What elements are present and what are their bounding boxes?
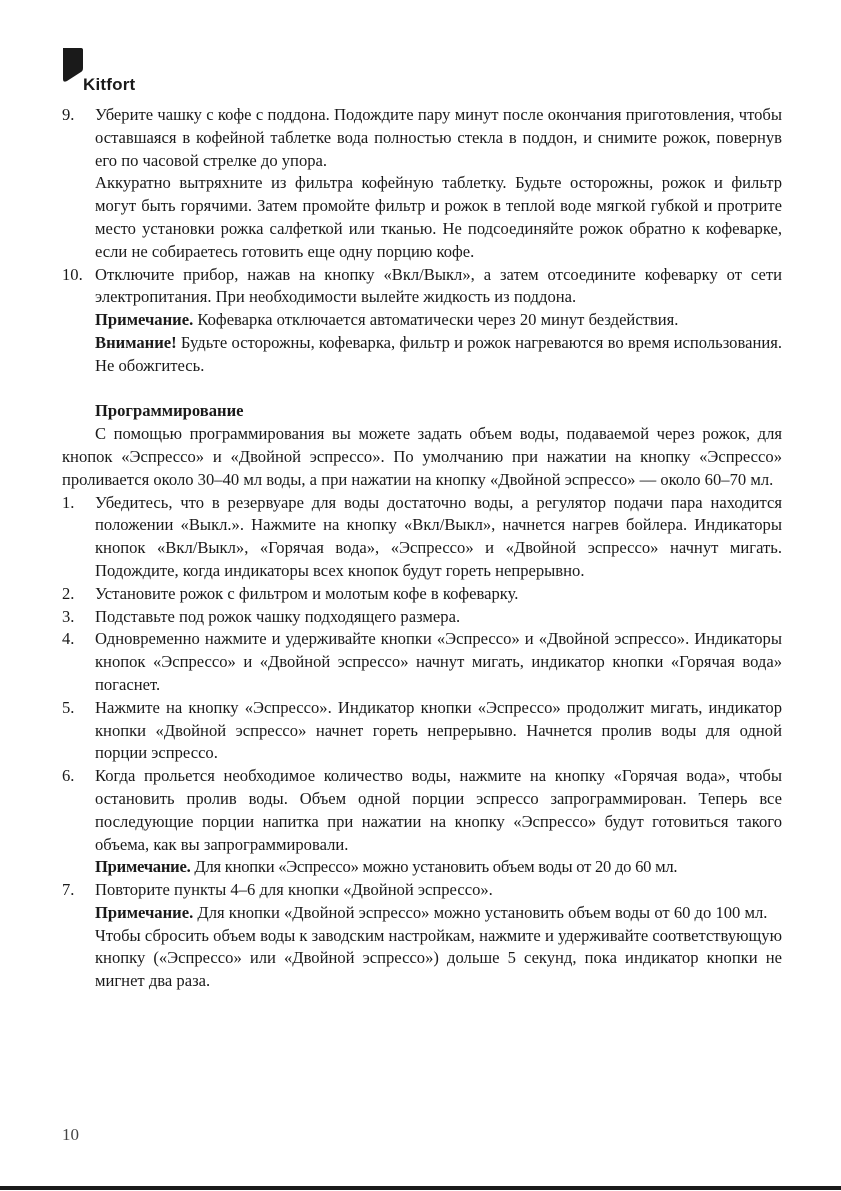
brand-name: Kitfort (83, 75, 136, 94)
item-number: 6. (62, 766, 75, 786)
item-text: Отключите прибор, нажав на кнопку «Вкл/Выкл», а затем отсоедините кофеварку от сети электропитания. При необходимости вылейте жидкость из поддона. (95, 264, 782, 307)
warning-text: Будьте осторожны, кофеварка, фильтр и рожок нагреваются во время использования. Не обожгитесь. (95, 332, 782, 375)
item-number: 10. (62, 264, 83, 284)
list-item (62, 264, 782, 310)
bottom-rule (0, 1186, 841, 1190)
section-intro: С помощью программирования вы можете задать объем воды, подаваемой через рожок, для кнопок «Эспрессо» и «Двойной эспрессо». По умолчанию при нажатии на кнопку «Эспрессо» проливается около 30–40 мл воды, а при нажатии на кнопку «Двойной эспрессо» — около 60–70 мл. (62, 424, 782, 489)
paragraph: Аккуратно вытряхните из фильтра кофейную таблетку. Будьте осторожны, рожок и фильтр могут быть горячими. Затем промойте фильтр и рожок в теплой воде мягкой губкой и протрите место установки рожка салфеткой или тканью. Не подсоединяйте рожок обратно к кофеварке, если не собираетесь готовить еще одну порцию кофе. (95, 173, 782, 261)
item-text: Уберите чашку с кофе с поддона. Подождите пару минут после окончания приготовления, чтобы оставшаяся в кофейной таблетке вода полностью стекла в поддон, и снимите рожок, повернув его по часовой стрелке до упора. (95, 105, 782, 170)
note-text: Для кнопки «Эспрессо» можно установить объем воды от 20 до 60 мл. (190, 857, 678, 877)
item-text: Нажмите на кнопку «Эспрессо». Индикатор кнопки «Эспрессо» продолжит мигать, индикатор кнопки «Двойной эспрессо» начнет гореть непрерывно. Начнется пролив воды для одной порции эспрессо. (95, 697, 782, 763)
item-number: 2. (62, 583, 75, 603)
note-text: Для кнопки «Двойной эспрессо» можно установить объем воды от 60 до 100 мл. (193, 902, 768, 922)
warning-label: Внимание! (95, 332, 177, 352)
item-number: 9. (62, 105, 75, 124)
item-text: Повторите пункты 4–6 для кнопки «Двойной эспрессо». (95, 880, 493, 900)
item-text: Одновременно нажмите и удерживайте кнопки «Эспрессо» и «Двойной эспрессо». Индикаторы кнопок «Эспрессо» и «Двойной эспрессо» начнут мигать, индикатор кнопки «Горячая вода» погаснет. (95, 629, 782, 694)
note (62, 902, 782, 925)
list-item (62, 492, 782, 583)
note (62, 856, 782, 879)
note-label: Примечание. (95, 310, 194, 330)
list-item (62, 104, 782, 172)
item-text: Установите рожок с фильтром и молотым кофе в кофеварку. (95, 583, 519, 603)
manual-content (62, 104, 782, 993)
note-text: Кофеварка отключается автоматически через 20 минут бездействия. (193, 310, 679, 330)
item-text: Подставьте под рожок чашку подходящего размера. (95, 606, 461, 626)
item-number: 7. (62, 880, 75, 900)
note-label: Примечание. (95, 902, 194, 922)
list-item (62, 879, 782, 902)
brand-logo (62, 46, 212, 94)
kitfort-logo-icon (62, 46, 84, 92)
item-text: Убедитесь, что в резервуаре для воды достаточно воды, а регулятор подачи пара находится положении «Выкл.». Нажмите на кнопку «Вкл/Выкл», начнется нагрев бойлера. Индикаторы кнопок «Вкл/Выкл», «Горячая вода», «Эспрессо» и «Двойной эспрессо» начнут мигать. Подождите, когда индикаторы всех кнопок будут гореть непрерывно. (95, 492, 782, 580)
list-item (62, 583, 782, 606)
note (62, 309, 782, 332)
list-item (62, 606, 782, 629)
item-number: 1. (62, 492, 75, 512)
item-text: Когда прольется необходимое количество воды, нажмите на кнопку «Горячая вода», чтобы остановить пролив воды. Объем одной порции эспрессо запрограммирован. Теперь все последующие порции напитка при нажатии на кнопку «Эспрессо» будут готовиться такого объема, как вы запрограммировали. (95, 766, 782, 854)
item-number: 3. (62, 606, 75, 626)
list-item (62, 697, 782, 765)
item-number: 4. (62, 629, 75, 649)
paragraph: Чтобы сбросить объем воды к заводским настройкам, нажмите и удерживайте соответствующую кнопку («Эспрессо» или «Двойной эспрессо») дольше 5 секунд, пока индикатор кнопки не мигнет два раза. (95, 925, 782, 991)
list-item (62, 628, 782, 696)
item-number: 5. (62, 697, 75, 717)
list-item (62, 765, 782, 856)
warning (62, 332, 782, 378)
page-number: 10 (62, 1125, 79, 1144)
note-label: Примечание. (95, 857, 191, 877)
section-heading: Программирование (95, 401, 244, 421)
